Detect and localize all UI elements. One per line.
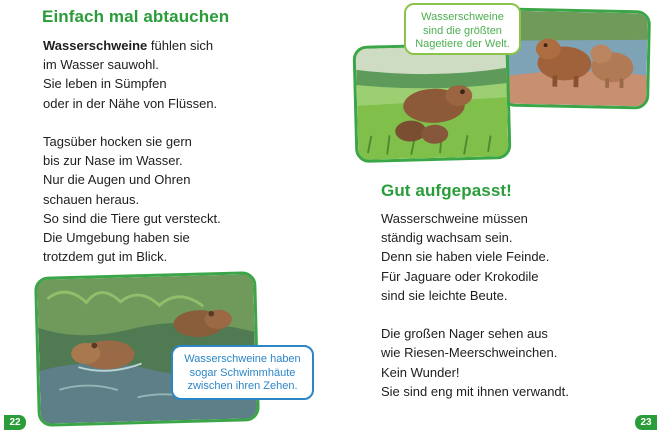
text-line: Nur die Augen und Ohren <box>43 172 191 188</box>
right-page-heading: Gut aufgepasst! <box>381 181 512 200</box>
paragraph-gap <box>43 113 221 132</box>
text-line: im Wasser sauwohl. <box>43 57 159 73</box>
bold-term: Wasserschweine <box>43 38 148 53</box>
text-line: Für Jaguare oder Krokodile <box>381 268 539 284</box>
riverbank-capybaras-photo <box>501 7 651 109</box>
page-number: 23 <box>635 415 657 430</box>
caption-line: Wasserschweine haben <box>184 353 301 365</box>
text-line: ständig wachsam sein. <box>381 230 513 246</box>
text-line: oder in der Nähe von Flüssen. <box>43 95 218 111</box>
text-line: Tagsüber hocken sie gern <box>43 133 192 149</box>
text-line: Sie sind eng mit ihnen verwandt. <box>381 383 569 399</box>
caption-line: sogar Schwimmhäute <box>189 366 296 379</box>
paragraph-gap <box>381 305 569 324</box>
grass-capybaras-photo <box>352 42 511 163</box>
left-page-body <box>43 36 221 266</box>
text-line: Sie leben in Sümpfen <box>43 76 167 92</box>
page-number: 22 <box>4 415 26 430</box>
text-line <box>43 36 221 55</box>
caption-line: zwischen ihren Zehen. <box>187 380 298 392</box>
text-line: wie Riesen-Meerschweinchen. <box>381 345 558 361</box>
text-line: Die großen Nager sehen aus <box>381 326 548 342</box>
text-line: Kein Wunder! <box>381 364 460 380</box>
caption-line: Nagetiere der Welt. <box>415 38 510 50</box>
largest-rodent-caption <box>404 3 521 55</box>
caption-line: sind die größten <box>423 24 502 37</box>
text-line: Wasserschweine müssen <box>381 211 528 226</box>
grass-capybaras-illustration <box>356 45 509 160</box>
text-fragment: fühlen sich <box>147 38 214 53</box>
caption-line: Wasserschweine <box>421 11 504 23</box>
webbed-feet-caption <box>171 345 314 400</box>
text-line: Die Umgebung haben sie <box>43 229 190 245</box>
text-line: schauen heraus. <box>43 191 140 207</box>
left-page-heading: Einfach mal abtauchen <box>42 7 230 26</box>
right-page-body <box>381 209 569 401</box>
right-page <box>330 0 661 432</box>
text-line: bis zur Nase im Wasser. <box>43 153 183 169</box>
left-page <box>0 0 330 432</box>
riverbank-capybaras-illustration <box>504 11 648 107</box>
text-line: So sind die Tiere gut versteckt. <box>43 210 221 226</box>
text-line: sind sie leichte Beute. <box>381 287 508 303</box>
text-line: trotzdem gut im Blick. <box>43 249 168 265</box>
text-line: Denn sie haben viele Feinde. <box>381 249 550 265</box>
